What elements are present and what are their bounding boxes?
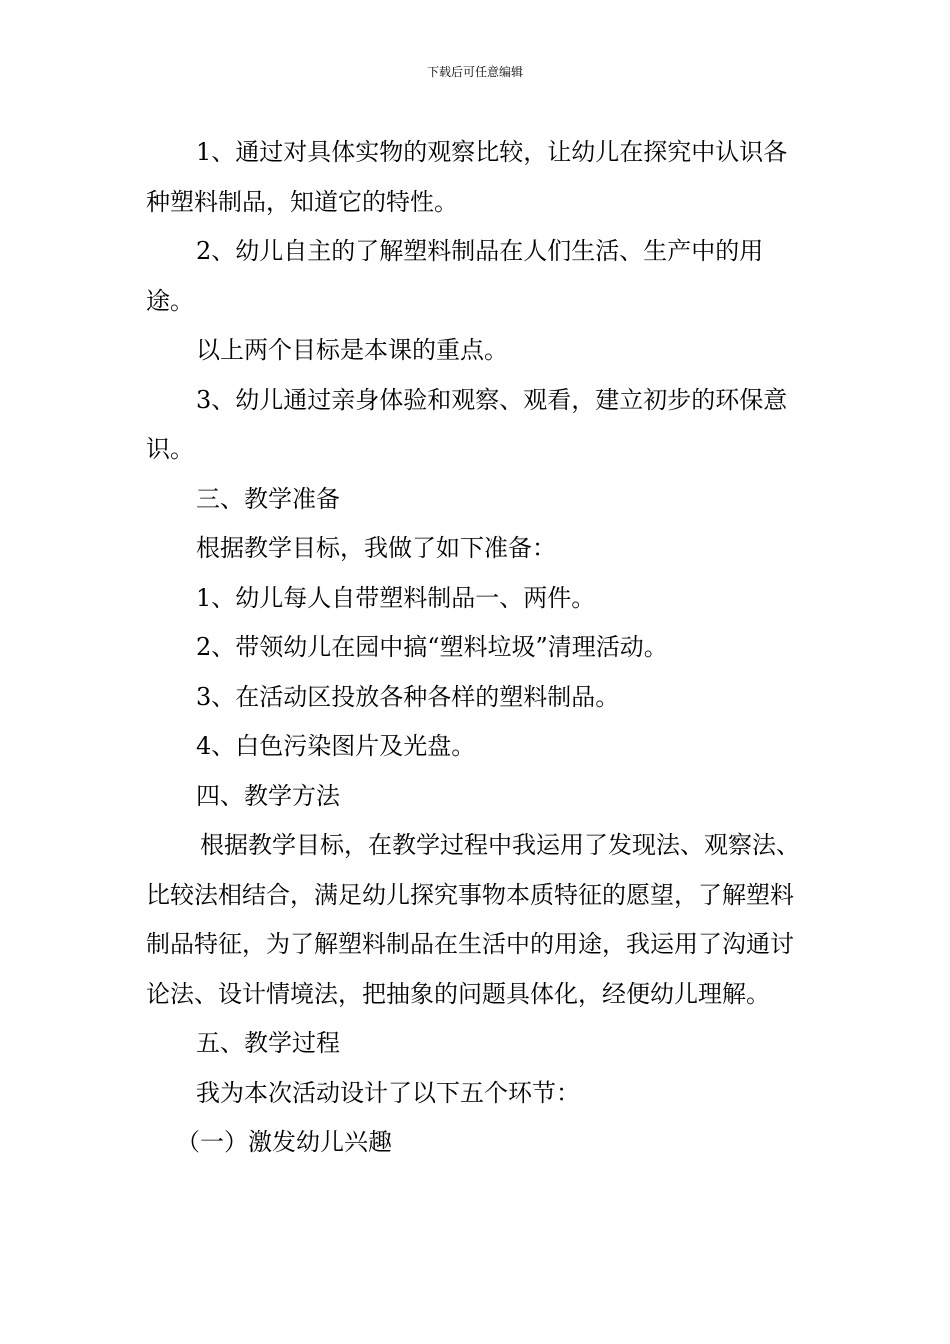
section-heading-process: 五、教学过程 xyxy=(196,1029,340,1057)
paragraph-preparation-2: 2、带领幼儿在园中搞“塑料垃圾”清理活动。 xyxy=(196,633,668,661)
paragraph-methods: 根据教学目标，在教学过程中我运用了发现法、观察法、比较法相结合，满足幼儿探究事物本质特征的愿望，了解塑料制品特征，为了解塑料制品在生活中的用途，我运用了沟通讨论法、设计情境法，把抽象的问题具体化，经便幼儿理解。 xyxy=(146,831,800,1008)
paragraph-preparation-3: 3、在活动区投放各种各样的塑料制品。 xyxy=(196,682,620,711)
page-header: 下载后可任意编辑 xyxy=(426,65,523,79)
paragraph-preparation-4: 4、白色污染图片及光盘。 xyxy=(196,732,476,760)
paragraph-goal-3: 3、幼儿通过亲身体验和观察、观看，建立初步的环保意识。 xyxy=(146,385,788,463)
document-body xyxy=(146,128,810,1168)
paragraph-goal-2: 2、幼儿自主的了解塑料制品在人们生活、生产中的用途。 xyxy=(146,237,764,315)
paragraph-key-goals-note: 以上两个目标是本课的重点。 xyxy=(196,336,508,364)
subsection-heading-interest: （一）激发幼儿兴趣 xyxy=(176,1128,392,1156)
paragraph-process-intro: 我为本次活动设计了以下五个环节： xyxy=(196,1078,580,1107)
paragraph-preparation-intro: 根据教学目标，我做了如下准备： xyxy=(196,534,556,562)
section-heading-methods: 四、教学方法 xyxy=(196,781,340,810)
section-heading-preparation: 三、教学准备 xyxy=(196,484,340,513)
paragraph-goal-1: 1、通过对具体实物的观察比较，让幼儿在探究中认识各种塑料制品，知道它的特性。 xyxy=(146,138,788,216)
paragraph-preparation-1: 1、幼儿每人自带塑料制品一、两件。 xyxy=(196,583,596,612)
